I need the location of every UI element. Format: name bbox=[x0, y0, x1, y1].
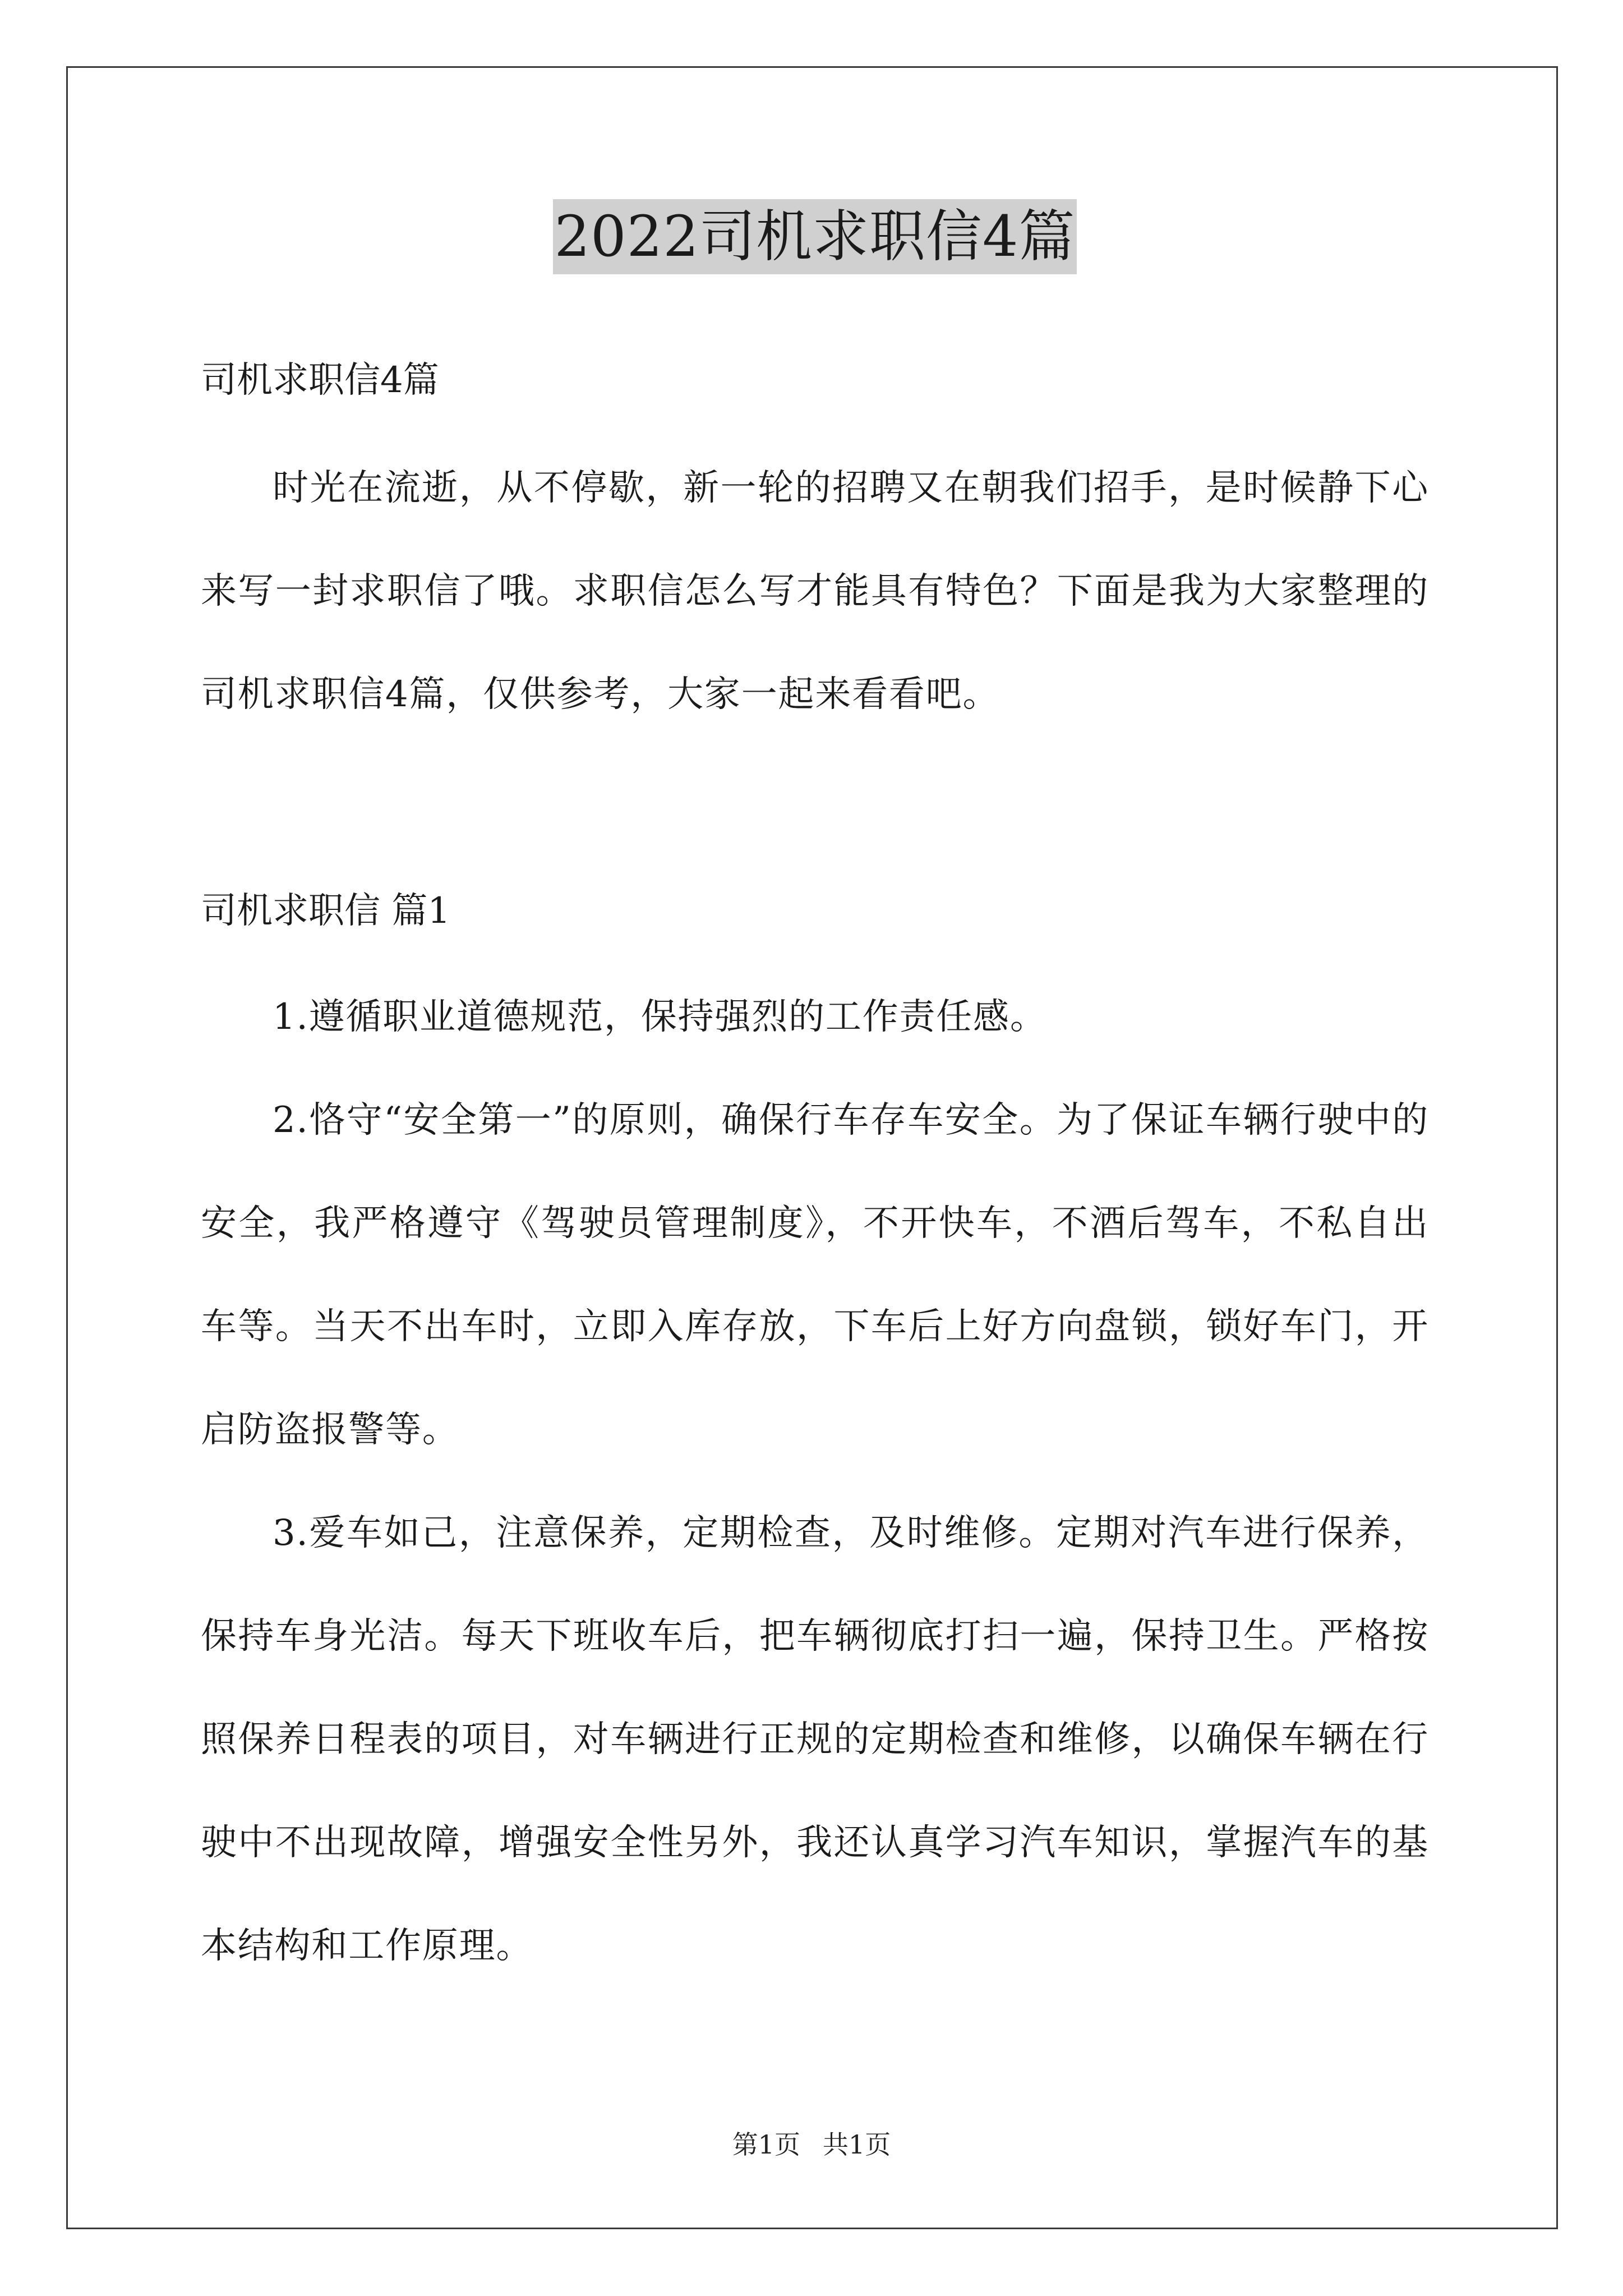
section-heading: 司机求职信 篇1 bbox=[201, 890, 451, 932]
intro-paragraph: 时光在流逝，从不停歇，新一轮的招聘又在朝我们招手，是时候静下心来写一封求职信了哦。求职信怎么写才能具有特色？下面是我为大家整理的司机求职信4篇，仅供参考，大家一起来看看吧。 bbox=[201, 467, 1429, 715]
page-total: 共1页 bbox=[823, 2129, 891, 2160]
paragraph-1: 1.遵循职业道德规范，保持强烈的工作责任感。 bbox=[273, 996, 1047, 1038]
title-container bbox=[201, 199, 1429, 274]
document-title: 2022司机求职信4篇 bbox=[553, 199, 1076, 274]
paragraph-3: 3.爱车如己，注意保养，定期检查，及时维修。定期对汽车进行保养，保持车身光洁。每天下班收车后，把车辆彻底打扫一遍，保持卫生。严格按照保养日程表的项目，对车辆进行正规的定期检查和维修，以确保车辆在行驶中不出现故障，增强安全性另外，我还认真学习汽车知识，掌握汽车的基本结构和工作原理。 bbox=[201, 1512, 1429, 1967]
page-number: 第1页 bbox=[732, 2129, 800, 2160]
paragraph-2: 2.恪守“安全第一”的原则，确保行车存车安全。为了保证车辆行驶中的安全，我严格遵守《驾驶员管理制度》，不开快车，不酒后驾车，不私自出车等。当天不出车时，立即入库存放，下车后上好方向盘锁，锁好车门，开启防盗报警等。 bbox=[201, 1099, 1429, 1451]
document-subtitle: 司机求职信4篇 bbox=[201, 360, 439, 401]
page-footer bbox=[0, 2129, 1623, 2160]
